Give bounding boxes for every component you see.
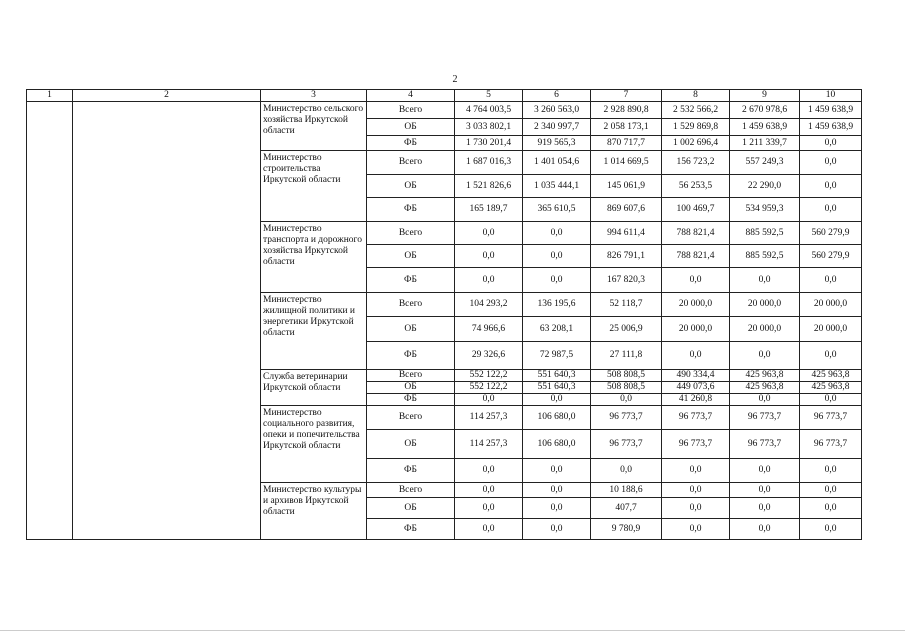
- amount-cell: 0,0: [591, 459, 662, 483]
- amount-cell: 0,0: [455, 483, 523, 498]
- amount-cell: 0,0: [523, 498, 591, 519]
- amount-cell: 167 820,3: [591, 268, 662, 293]
- funding-source: Всего: [367, 151, 455, 175]
- amount-cell: 0,0: [662, 459, 730, 483]
- amount-cell: 0,0: [662, 268, 730, 293]
- amount-cell: 1 529 869,8: [662, 119, 730, 136]
- amount-cell: 106 680,0: [523, 406, 591, 430]
- ministry-name: Министерство культуры и архивов Иркутской области: [261, 483, 367, 540]
- amount-cell: 156 723,2: [662, 151, 730, 175]
- amount-cell: 0,0: [730, 459, 800, 483]
- amount-cell: 52 118,7: [591, 293, 662, 317]
- amount-cell: 449 073,6: [662, 382, 730, 394]
- amount-cell: 9 780,9: [591, 519, 662, 540]
- ministry-name: Министерство транспорта и дорожного хозяйства Иркутской области: [261, 222, 367, 293]
- amount-cell: 96 773,7: [662, 430, 730, 459]
- amount-cell: 885 592,5: [730, 222, 800, 245]
- col-header: 10: [800, 90, 862, 102]
- amount-cell: 869 607,6: [591, 198, 662, 222]
- amount-cell: 136 195,6: [523, 293, 591, 317]
- amount-cell: 0,0: [730, 483, 800, 498]
- amount-cell: 826 791,1: [591, 245, 662, 268]
- amount-cell: 0,0: [523, 483, 591, 498]
- col-2-cell: [73, 102, 261, 540]
- funding-source: ФБ: [367, 136, 455, 151]
- amount-cell: 885 592,5: [730, 245, 800, 268]
- funding-source: ФБ: [367, 268, 455, 293]
- amount-cell: 407,7: [591, 498, 662, 519]
- funding-source: ОБ: [367, 382, 455, 394]
- ministry-name: Министерство жилищной политики и энергетики Иркутской области: [261, 293, 367, 370]
- col-header: 8: [662, 90, 730, 102]
- amount-cell: 0,0: [662, 342, 730, 370]
- col-1-cell: [27, 102, 73, 540]
- amount-cell: 63 208,1: [523, 317, 591, 342]
- amount-cell: 425 963,8: [730, 370, 800, 382]
- funding-source: ОБ: [367, 430, 455, 459]
- amount-cell: 114 257,3: [455, 430, 523, 459]
- amount-cell: 490 334,4: [662, 370, 730, 382]
- amount-cell: 27 111,8: [591, 342, 662, 370]
- amount-cell: 425 963,8: [800, 370, 862, 382]
- amount-cell: 0,0: [800, 136, 862, 151]
- amount-cell: 20 000,0: [662, 293, 730, 317]
- amount-cell: 0,0: [523, 394, 591, 406]
- amount-cell: 788 821,4: [662, 222, 730, 245]
- amount-cell: 0,0: [523, 245, 591, 268]
- amount-cell: 0,0: [523, 459, 591, 483]
- col-header: 9: [730, 90, 800, 102]
- funding-source: ФБ: [367, 519, 455, 540]
- funding-source: Всего: [367, 102, 455, 119]
- amount-cell: 41 260,8: [662, 394, 730, 406]
- funding-source: Всего: [367, 406, 455, 430]
- amount-cell: 74 966,6: [455, 317, 523, 342]
- amount-cell: 3 033 802,1: [455, 119, 523, 136]
- amount-cell: 1 730 201,4: [455, 136, 523, 151]
- amount-cell: 0,0: [455, 498, 523, 519]
- amount-cell: 20 000,0: [730, 293, 800, 317]
- amount-cell: 1 401 054,6: [523, 151, 591, 175]
- funding-source: ФБ: [367, 459, 455, 483]
- table-row: [27, 102, 862, 119]
- amount-cell: 0,0: [800, 483, 862, 498]
- col-header: 1: [27, 90, 73, 102]
- amount-cell: 551 640,3: [523, 382, 591, 394]
- funding-source: Всего: [367, 370, 455, 382]
- col-header: 3: [261, 90, 367, 102]
- amount-cell: 4 764 003,5: [455, 102, 523, 119]
- amount-cell: 0,0: [730, 394, 800, 406]
- amount-cell: 0,0: [662, 498, 730, 519]
- amount-cell: 1 035 444,1: [523, 175, 591, 198]
- amount-cell: 552 122,2: [455, 370, 523, 382]
- amount-cell: 0,0: [523, 222, 591, 245]
- column-header-row: [27, 90, 862, 102]
- amount-cell: 1 521 826,6: [455, 175, 523, 198]
- amount-cell: 1 459 638,9: [800, 119, 862, 136]
- amount-cell: 560 279,9: [800, 245, 862, 268]
- amount-cell: 0,0: [591, 394, 662, 406]
- amount-cell: 29 326,6: [455, 342, 523, 370]
- amount-cell: 0,0: [800, 394, 862, 406]
- funding-source: ФБ: [367, 394, 455, 406]
- amount-cell: 0,0: [800, 498, 862, 519]
- amount-cell: 560 279,9: [800, 222, 862, 245]
- funding-source: ОБ: [367, 498, 455, 519]
- funding-source: Всего: [367, 293, 455, 317]
- amount-cell: 2 670 978,6: [730, 102, 800, 119]
- amount-cell: 56 253,5: [662, 175, 730, 198]
- amount-cell: 20 000,0: [730, 317, 800, 342]
- col-header: 4: [367, 90, 455, 102]
- funding-source: ОБ: [367, 317, 455, 342]
- ministry-name: Служба ветеринарии Иркутской области: [261, 370, 367, 406]
- amount-cell: 0,0: [455, 519, 523, 540]
- amount-cell: 106 680,0: [523, 430, 591, 459]
- amount-cell: 20 000,0: [800, 317, 862, 342]
- amount-cell: 1 687 016,3: [455, 151, 523, 175]
- amount-cell: 104 293,2: [455, 293, 523, 317]
- funding-source: Всего: [367, 483, 455, 498]
- amount-cell: 100 469,7: [662, 198, 730, 222]
- amount-cell: 165 189,7: [455, 198, 523, 222]
- amount-cell: 508 808,5: [591, 382, 662, 394]
- funding-source: ОБ: [367, 119, 455, 136]
- amount-cell: 0,0: [730, 342, 800, 370]
- amount-cell: 96 773,7: [591, 406, 662, 430]
- amount-cell: 96 773,7: [662, 406, 730, 430]
- amount-cell: 508 808,5: [591, 370, 662, 382]
- amount-cell: 114 257,3: [455, 406, 523, 430]
- amount-cell: 2 058 173,1: [591, 119, 662, 136]
- ministry-name: Министерство строительства Иркутской области: [261, 151, 367, 222]
- ministry-name: Министерство социального развития, опеки и попечительства Иркутской области: [261, 406, 367, 483]
- col-header: 7: [591, 90, 662, 102]
- amount-cell: 22 290,0: [730, 175, 800, 198]
- funding-source: ОБ: [367, 245, 455, 268]
- amount-cell: 788 821,4: [662, 245, 730, 268]
- amount-cell: 0,0: [800, 342, 862, 370]
- amount-cell: 0,0: [455, 245, 523, 268]
- amount-cell: 20 000,0: [662, 317, 730, 342]
- amount-cell: 1 014 669,5: [591, 151, 662, 175]
- amount-cell: 96 773,7: [800, 430, 862, 459]
- amount-cell: 2 928 890,8: [591, 102, 662, 119]
- amount-cell: 0,0: [455, 222, 523, 245]
- amount-cell: 20 000,0: [800, 293, 862, 317]
- amount-cell: 919 565,3: [523, 136, 591, 151]
- funding-source: Всего: [367, 222, 455, 245]
- amount-cell: 552 122,2: [455, 382, 523, 394]
- amount-cell: 25 006,9: [591, 317, 662, 342]
- amount-cell: 0,0: [455, 394, 523, 406]
- amount-cell: 72 987,5: [523, 342, 591, 370]
- amount-cell: 1 002 696,4: [662, 136, 730, 151]
- amount-cell: 870 717,7: [591, 136, 662, 151]
- amount-cell: 0,0: [800, 459, 862, 483]
- amount-cell: 1 459 638,9: [800, 102, 862, 119]
- amount-cell: 551 640,3: [523, 370, 591, 382]
- amount-cell: 10 188,6: [591, 483, 662, 498]
- amount-cell: 425 963,8: [730, 382, 800, 394]
- amount-cell: 1 459 638,9: [730, 119, 800, 136]
- amount-cell: 0,0: [523, 519, 591, 540]
- amount-cell: 96 773,7: [591, 430, 662, 459]
- amount-cell: 0,0: [662, 483, 730, 498]
- col-header: 2: [73, 90, 261, 102]
- amount-cell: 0,0: [800, 268, 862, 293]
- amount-cell: 0,0: [800, 151, 862, 175]
- amount-cell: 365 610,5: [523, 198, 591, 222]
- amount-cell: 1 211 339,7: [730, 136, 800, 151]
- funding-source: ФБ: [367, 342, 455, 370]
- amount-cell: 0,0: [523, 268, 591, 293]
- amount-cell: 0,0: [800, 198, 862, 222]
- amount-cell: 0,0: [455, 268, 523, 293]
- amount-cell: 534 959,3: [730, 198, 800, 222]
- amount-cell: 557 249,3: [730, 151, 800, 175]
- budget-table: [26, 89, 862, 540]
- funding-source: ФБ: [367, 198, 455, 222]
- amount-cell: 0,0: [730, 498, 800, 519]
- amount-cell: 0,0: [662, 519, 730, 540]
- scan-edge: [0, 630, 905, 631]
- amount-cell: 96 773,7: [730, 430, 800, 459]
- amount-cell: 0,0: [455, 459, 523, 483]
- amount-cell: 2 532 566,2: [662, 102, 730, 119]
- amount-cell: 2 340 997,7: [523, 119, 591, 136]
- amount-cell: 0,0: [800, 175, 862, 198]
- col-header: 5: [455, 90, 523, 102]
- ministry-name: Министерство сельского хозяйства Иркутской области: [261, 102, 367, 151]
- amount-cell: 96 773,7: [800, 406, 862, 430]
- funding-source: ОБ: [367, 175, 455, 198]
- amount-cell: 96 773,7: [730, 406, 800, 430]
- amount-cell: 145 061,9: [591, 175, 662, 198]
- amount-cell: 994 611,4: [591, 222, 662, 245]
- amount-cell: 3 260 563,0: [523, 102, 591, 119]
- page-number: 2: [452, 74, 458, 85]
- amount-cell: 0,0: [800, 519, 862, 540]
- col-header: 6: [523, 90, 591, 102]
- amount-cell: 0,0: [730, 519, 800, 540]
- amount-cell: 0,0: [730, 268, 800, 293]
- amount-cell: 425 963,8: [800, 382, 862, 394]
